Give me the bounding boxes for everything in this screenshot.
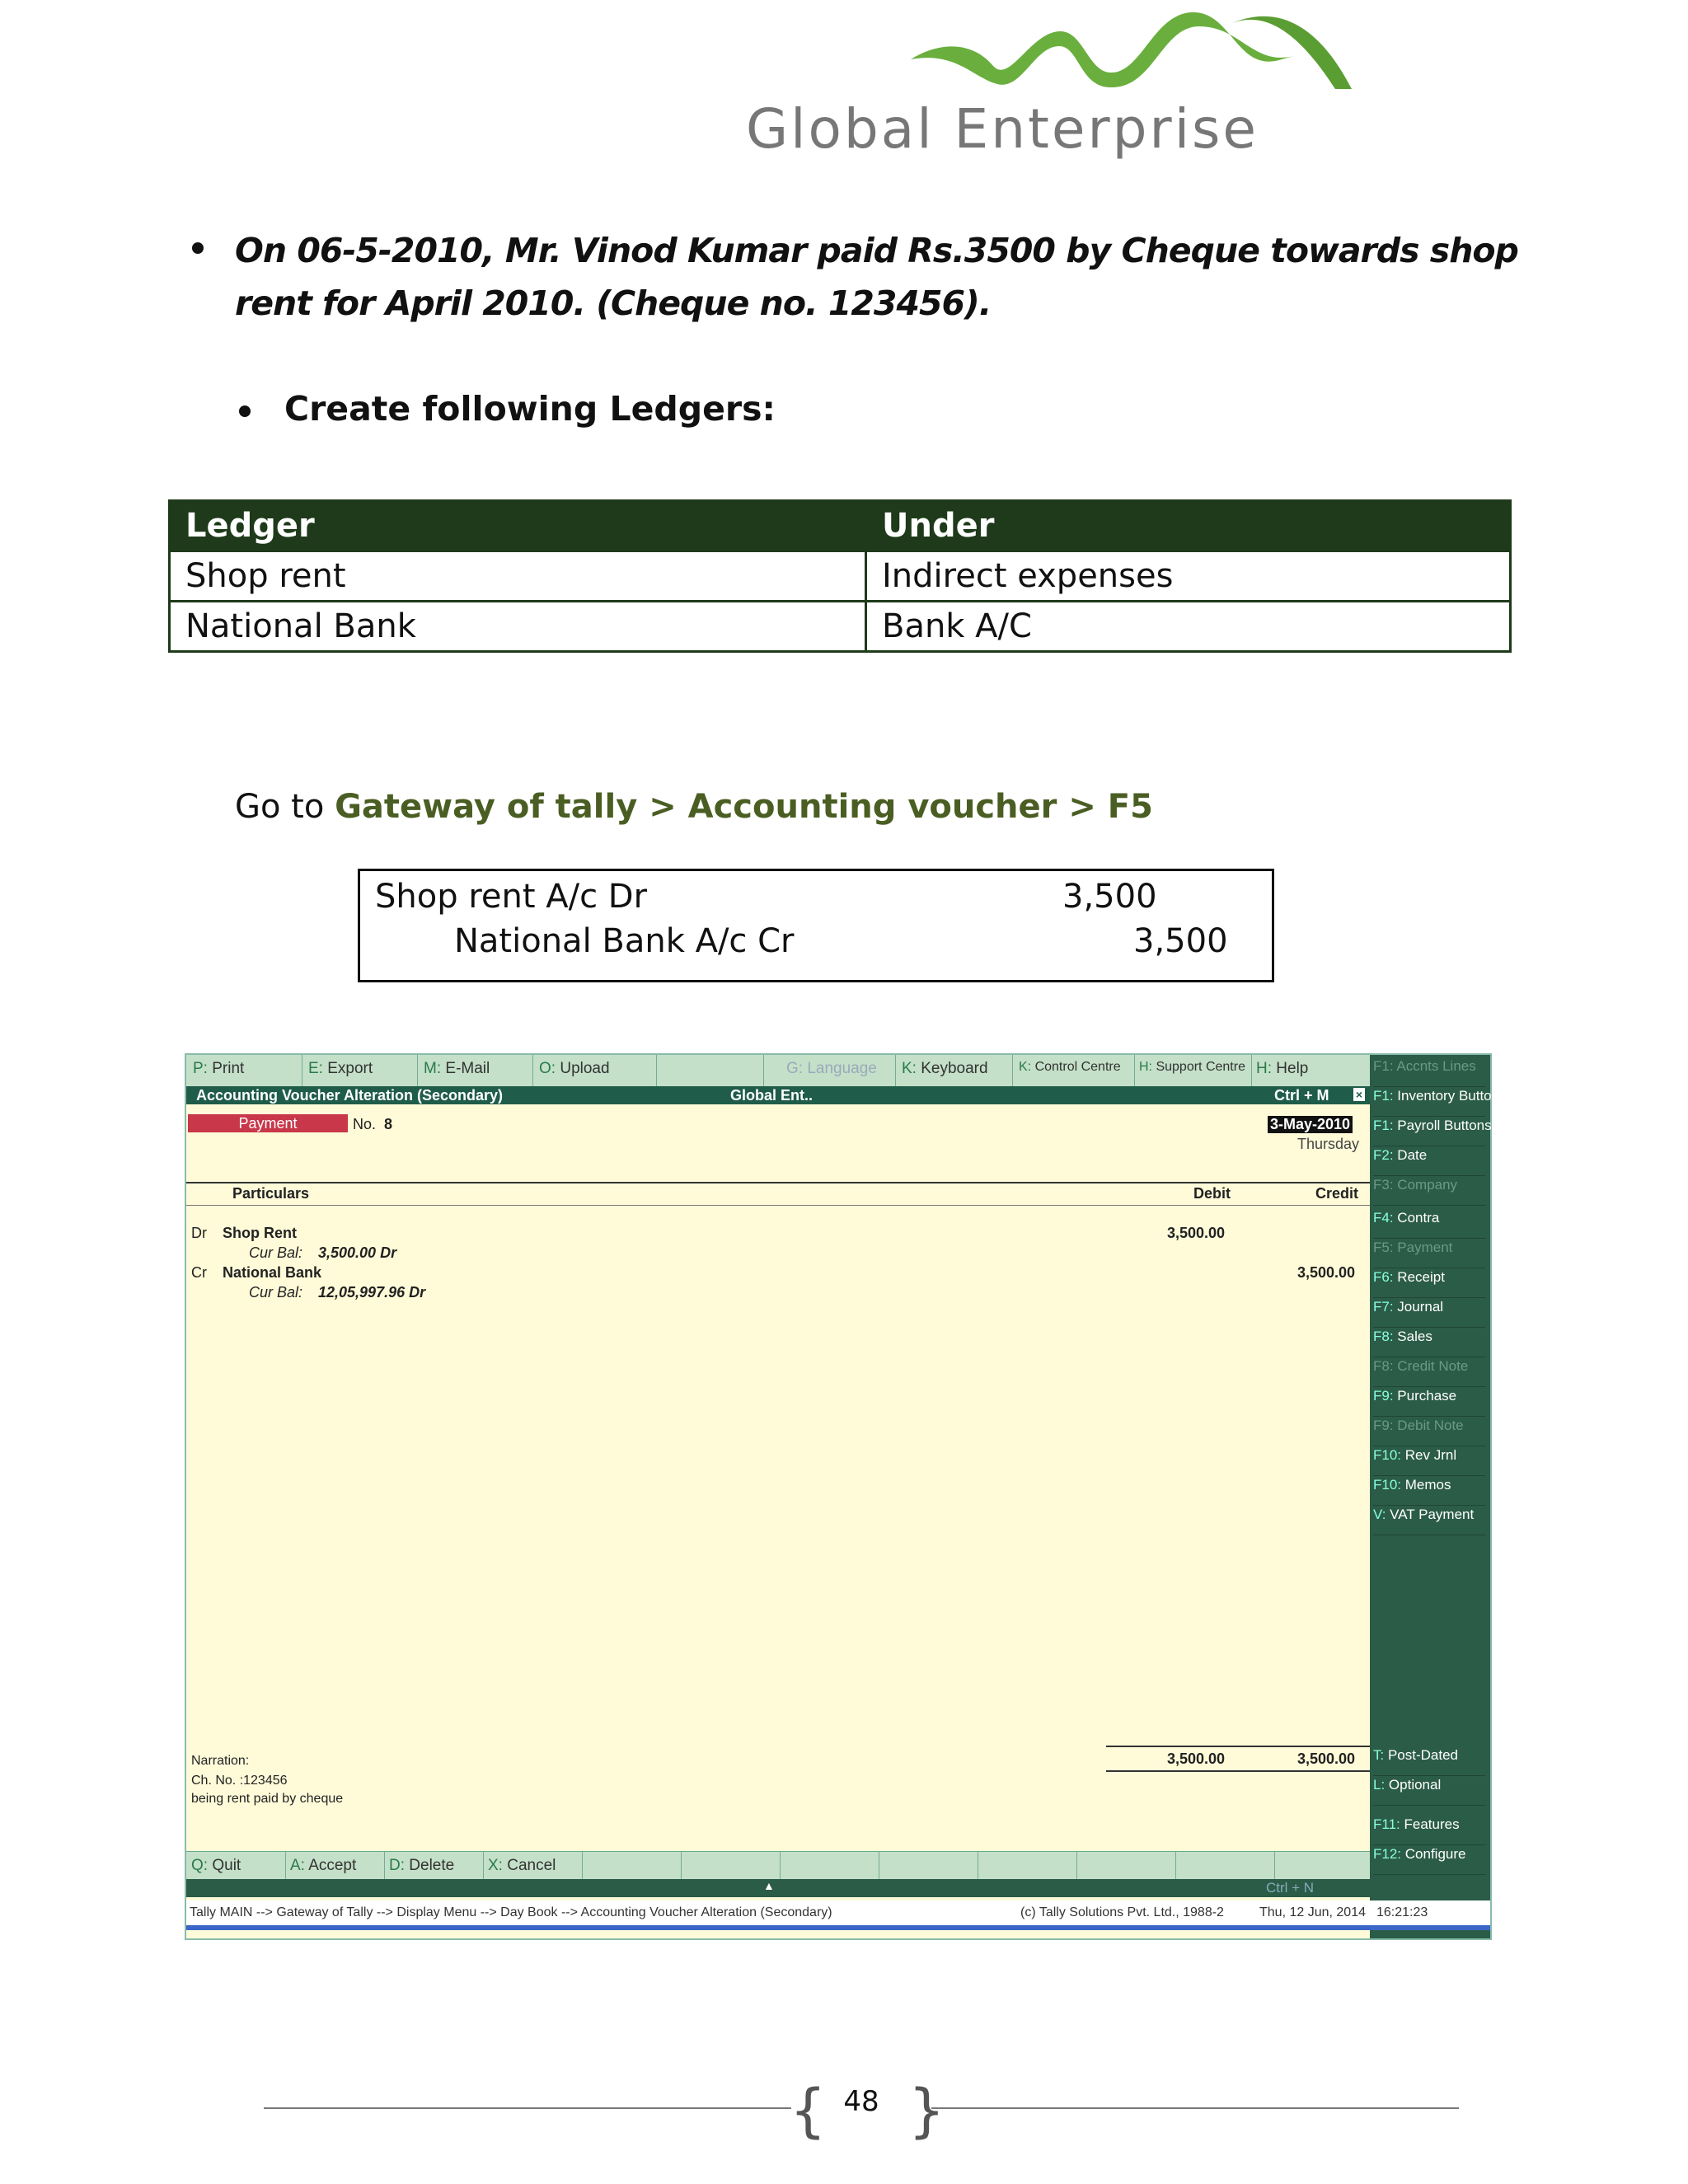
right-bracket-icon: } — [908, 2077, 945, 2144]
entry-cur-bal: 3,500.00 Dr — [318, 1244, 397, 1261]
toolbar-export-button[interactable]: E: Export — [308, 1060, 373, 1077]
side-button-vat-payment[interactable]: V: VAT Payment — [1373, 1507, 1485, 1535]
voucher-date[interactable]: 3-May-2010 — [1268, 1116, 1353, 1133]
status-copyright: (c) Tally Solutions Pvt. Ltd., 1988-2 — [1020, 1905, 1224, 1919]
ctrl-m-shortcut: Ctrl + M — [1274, 1087, 1329, 1104]
side-button-debit-note[interactable]: F9: Debit Note — [1373, 1418, 1485, 1446]
table-cell: National Bank — [170, 602, 866, 652]
total-line — [1106, 1770, 1370, 1772]
side-button-optional[interactable]: L: Optional — [1373, 1777, 1485, 1806]
voucher-no-label: No. — [353, 1116, 377, 1132]
status-path: Tally MAIN --> Gateway of Tally --> Display Menu --> Day Book --> Accounting Voucher Alteration (Secondary) — [190, 1905, 832, 1919]
table-row — [170, 602, 1511, 652]
entry-drcr: Cr — [191, 1264, 207, 1281]
ctrl-n-shortcut: Ctrl + N — [1266, 1880, 1315, 1896]
journal-credit-amount: 3,500 — [1133, 922, 1228, 960]
status-date: Thu, 12 Jun, 2014 — [1259, 1905, 1366, 1919]
tally-button-panel — [1370, 1055, 1507, 1938]
table-cell: Indirect expenses — [866, 551, 1511, 602]
voucher-day: Thursday — [1297, 1136, 1360, 1152]
entry-cur-bal: 12,05,997.96 Dr — [318, 1284, 426, 1301]
entry-debit[interactable]: 3,500.00 — [1167, 1225, 1226, 1241]
side-button-journal[interactable]: F7: Journal — [1373, 1299, 1485, 1328]
tally-title-bar — [186, 1086, 1370, 1104]
toolbar-upload-button[interactable]: O: Upload — [539, 1060, 610, 1077]
toolbar-control-centre-button[interactable]: K: Control Centre — [1019, 1060, 1121, 1074]
entry-credit[interactable]: 3,500.00 — [1297, 1264, 1356, 1281]
table-row — [170, 551, 1511, 602]
side-button-date[interactable]: F2: Date — [1373, 1147, 1485, 1176]
goto-path: Gateway of tally > Accounting voucher > F5 — [335, 788, 1153, 826]
col-debit: Debit — [1193, 1185, 1231, 1202]
entry-ledger[interactable]: Shop Rent — [223, 1225, 297, 1241]
journal-entry-box — [358, 869, 1274, 982]
narration-label: Narration: — [191, 1754, 250, 1768]
logo-text: Global Enterprise — [746, 97, 1259, 161]
tally-bottom-toolbar — [186, 1851, 1370, 1880]
total-debit: 3,500.00 — [1167, 1750, 1226, 1767]
entry-cur-bal-label: Cur Bal: — [249, 1284, 303, 1301]
company-name: Global Ent.. — [730, 1087, 814, 1104]
side-button-payment[interactable]: F5: Payment — [1373, 1240, 1485, 1268]
tally-top-toolbar — [186, 1055, 1370, 1087]
side-button-post-dated[interactable]: T: Post-Dated — [1373, 1747, 1485, 1776]
side-button-features[interactable]: F11: Features — [1373, 1816, 1485, 1845]
ledger-table — [168, 499, 1512, 653]
logo-swoosh-icon — [907, 8, 1368, 99]
entry-drcr: Dr — [191, 1225, 207, 1241]
side-button-configure[interactable]: F12: Configure — [1373, 1846, 1485, 1875]
voucher-no-value: 8 — [384, 1116, 393, 1132]
toolbar-support-centre-button[interactable]: H: Support Centre — [1139, 1060, 1245, 1074]
side-button-accnts-lines[interactable]: F1: Accnts Lines — [1373, 1058, 1485, 1087]
status-time: 16:21:23 — [1376, 1905, 1428, 1919]
close-icon[interactable]: × — [1353, 1088, 1365, 1101]
delete-button[interactable]: D: Delete — [389, 1857, 455, 1874]
entry-cur-bal-label: Cur Bal: — [249, 1244, 303, 1261]
total-credit: 3,500.00 — [1297, 1750, 1356, 1767]
footer-rule — [931, 2107, 1459, 2109]
toolbar-print-button[interactable]: P: Print — [193, 1060, 245, 1077]
side-button-company[interactable]: F3: Company — [1373, 1177, 1485, 1206]
side-button-receipt[interactable]: F6: Receipt — [1373, 1269, 1485, 1298]
side-button-contra[interactable]: F4: Contra — [1373, 1210, 1485, 1239]
side-button-inventory-buttons[interactable]: F1: Inventory Buttons — [1373, 1088, 1485, 1117]
toolbar-language-button[interactable]: G: Language — [786, 1060, 877, 1077]
status-accent-bar — [186, 1925, 1490, 1930]
tally-bottom-strip — [186, 1879, 1370, 1897]
header-under: Under — [866, 501, 1511, 551]
goto-prefix: Go to — [235, 788, 335, 826]
cancel-button[interactable]: X: Cancel — [488, 1857, 556, 1874]
divider — [186, 1205, 1370, 1206]
col-particulars: Particulars — [232, 1185, 310, 1202]
table-header-row — [170, 501, 1511, 551]
voucher-type-badge: Payment — [188, 1114, 348, 1132]
table-cell: Bank A/C — [866, 602, 1511, 652]
toolbar-email-button[interactable]: M: E-Mail — [424, 1060, 490, 1077]
ledgers-instruction: Create following Ledgers: — [284, 389, 776, 429]
narration-line[interactable]: being rent paid by cheque — [191, 1792, 344, 1806]
toolbar-help-button[interactable]: H: Help — [1256, 1060, 1309, 1077]
tally-voucher-screen — [185, 1053, 1507, 1940]
side-button-sales[interactable]: F8: Sales — [1373, 1329, 1485, 1357]
bullet-dot-icon — [239, 405, 251, 417]
header-ledger: Ledger — [170, 501, 866, 551]
accept-button[interactable]: A: Accept — [290, 1857, 357, 1874]
left-bracket-icon: { — [790, 2077, 827, 2144]
transaction-description: On 06-5-2010, Mr. Vinod Kumar paid Rs.3500 by Cheque towards shop rent for April 2010. (Cheque no. 123456). — [235, 231, 1518, 323]
toolbar-keyboard-button[interactable]: K: Keyboard — [902, 1060, 988, 1077]
journal-debit-label: Shop rent A/c Dr — [375, 878, 648, 916]
bullet-dot-icon — [192, 242, 204, 254]
voucher-screen-title: Accounting Voucher Alteration (Secondary) — [196, 1087, 504, 1104]
side-button-credit-note[interactable]: F8: Credit Note — [1373, 1358, 1485, 1387]
footer-rule — [264, 2107, 791, 2109]
divider — [186, 1182, 1370, 1183]
table-cell: Shop rent — [170, 551, 866, 602]
total-line — [1106, 1746, 1370, 1747]
side-button-payroll-buttons[interactable]: F1: Payroll Buttons — [1373, 1118, 1485, 1146]
navigation-instruction — [235, 788, 1153, 826]
page-number: 48 — [843, 2085, 879, 2118]
side-button-memos[interactable]: F10: Memos — [1373, 1477, 1485, 1506]
journal-debit-amount: 3,500 — [1062, 878, 1157, 916]
side-button-rev-jrnl[interactable]: F10: Rev Jrnl — [1373, 1447, 1485, 1476]
narration-line[interactable]: Ch. No. :123456 — [191, 1774, 288, 1788]
entry-ledger[interactable]: National Bank — [223, 1264, 322, 1281]
quit-button[interactable]: Q: Quit — [191, 1857, 241, 1874]
side-button-purchase[interactable]: F9: Purchase — [1373, 1388, 1485, 1417]
expand-icon[interactable]: ▲ — [763, 1879, 775, 1892]
journal-credit-label: National Bank A/c Cr — [454, 922, 795, 960]
col-credit: Credit — [1315, 1185, 1359, 1202]
tally-status-bar — [186, 1900, 1490, 1925]
